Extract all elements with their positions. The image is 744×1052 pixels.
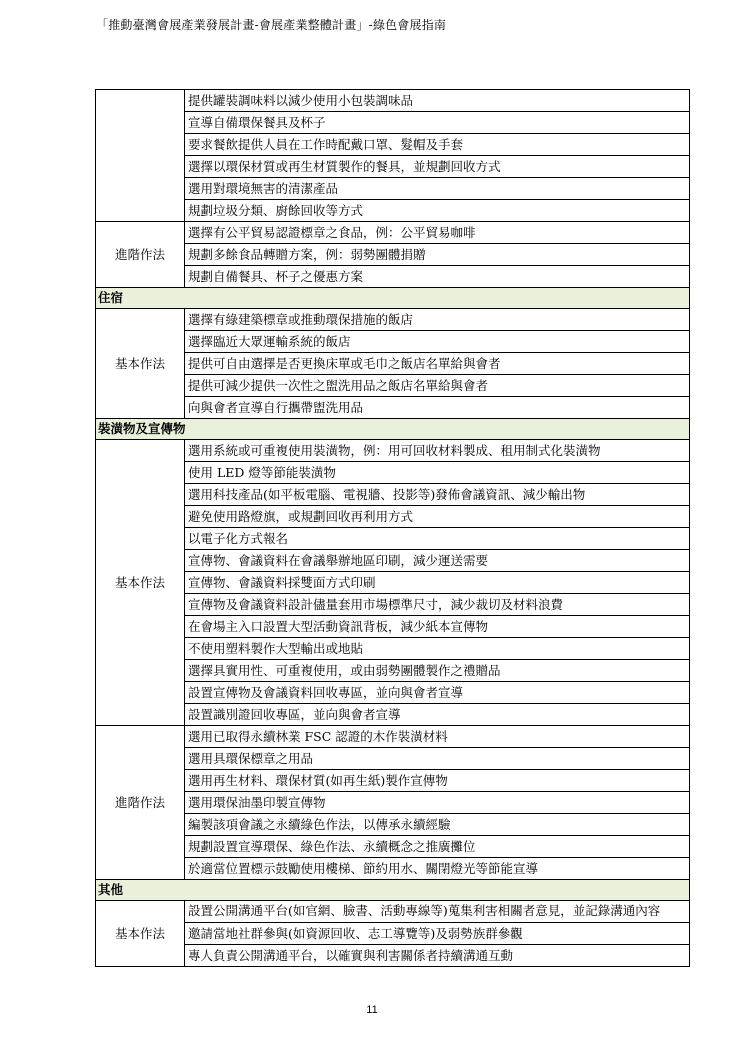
table-row: 設置宣傳物及會議資料回收專區，並向與會者宣導	[185, 682, 690, 704]
table-row: 規劃多餘食品轉贈方案，例：弱勢團體捐贈	[185, 244, 690, 266]
table-row: 選用已取得永續林業 FSC 認證的木作裝潢材料	[185, 726, 690, 748]
table-row: 選用再生材料、環保材質(如再生紙)製作宣傳物	[185, 770, 690, 792]
table-row: 選擇有綠建築標章或推動環保措施的飯店	[185, 309, 690, 331]
table-row: 規劃設置宣導環保、綠色作法、永續概念之推廣攤位	[185, 836, 690, 858]
table-row: 選用系統或可重複使用裝潢物，例：用可回收材料製成、租用制式化裝潢物	[185, 440, 690, 462]
table-row: 以電子化方式報名	[185, 528, 690, 550]
table-row: 選擇有公平貿易認證標章之食品，例：公平貿易咖啡	[185, 222, 690, 244]
table-row: 專人負責公開溝通平台，以確實與利害關係者持續溝通互動	[185, 944, 690, 966]
section-header-lodging: 住宿	[96, 288, 690, 309]
table-row: 選用環保油墨印製宣傳物	[185, 792, 690, 814]
section-header-other: 其他	[96, 880, 690, 901]
table-row: 選用具環保標章之用品	[185, 748, 690, 770]
category-cell: 進階作法	[96, 222, 185, 288]
table-row: 選擇臨近大眾運輸系統的飯店	[185, 331, 690, 353]
category-cell: 基本作法	[96, 309, 185, 419]
table-row: 向與會者宣導自行攜帶盥洗用品	[185, 397, 690, 419]
table-row: 使用 LED 燈等節能裝潢物	[185, 462, 690, 484]
table-row: 編製該項會議之永續綠色作法，以傳承永續經驗	[185, 814, 690, 836]
table-row: 在會場主入口設置大型活動資訊背板，減少紙本宣傳物	[185, 616, 690, 638]
table-row: 提供罐裝調味料以減少使用小包裝調味品	[185, 90, 690, 112]
category-cell	[96, 90, 185, 222]
table-row: 邀請當地社群參與(如資源回收、志工導覽等)及弱勢族群參觀	[185, 922, 690, 944]
table-row: 設置識別證回收專區，並向與會者宣導	[185, 704, 690, 726]
table-row: 於適當位置標示鼓勵使用樓梯、節約用水、關閉燈光等節能宣導	[185, 858, 690, 880]
table-row: 宣傳物及會議資料設計儘量套用市場標準尺寸，減少裁切及材料浪費	[185, 594, 690, 616]
table-row: 選擇具實用性、可重複使用，或由弱勢團體製作之禮贈品	[185, 660, 690, 682]
table-row: 選用對環境無害的清潔產品	[185, 178, 690, 200]
table-row: 提供可減少提供一次性之盥洗用品之飯店名單給與會者	[185, 375, 690, 397]
table-row: 規劃自備餐具、杯子之優惠方案	[185, 266, 690, 288]
table-row: 宣導自備環保餐具及杯子	[185, 112, 690, 134]
table-row: 選用科技產品(如平板電腦、電視牆、投影等)發佈會議資訊、減少輸出物	[185, 484, 690, 506]
section-header-decor: 裝潢物及宣傳物	[96, 419, 690, 440]
table-row: 要求餐飲提供人員在工作時配戴口罩、髮帽及手套	[185, 134, 690, 156]
guideline-table	[95, 89, 690, 967]
page-number: 11	[366, 1004, 378, 1016]
table-row: 提供可自由選擇是否更換床單或毛巾之飯店名單給與會者	[185, 353, 690, 375]
table-row: 設置公開溝通平台(如官網、臉書、活動專線等)蒐集利害相關者意見，並記錄溝通內容	[185, 901, 690, 923]
document-header: 「推動臺灣會展產業發展計畫-會展產業整體計畫」-綠色會展指南	[96, 18, 447, 32]
category-cell: 基本作法	[96, 440, 185, 726]
category-cell: 基本作法	[96, 901, 185, 967]
table-row: 規劃垃圾分類、廚餘回收等方式	[185, 200, 690, 222]
table-row: 宣傳物、會議資料在會議舉辦地區印刷，減少運送需要	[185, 550, 690, 572]
category-cell: 進階作法	[96, 726, 185, 880]
table-row: 不使用塑料製作大型輸出或地貼	[185, 638, 690, 660]
table-row: 宣傳物、會議資料採雙面方式印刷	[185, 572, 690, 594]
table-row: 選擇以環保材質或再生材質製作的餐具，並規劃回收方式	[185, 156, 690, 178]
table-row: 避免使用路燈旗，或規劃回收再利用方式	[185, 506, 690, 528]
